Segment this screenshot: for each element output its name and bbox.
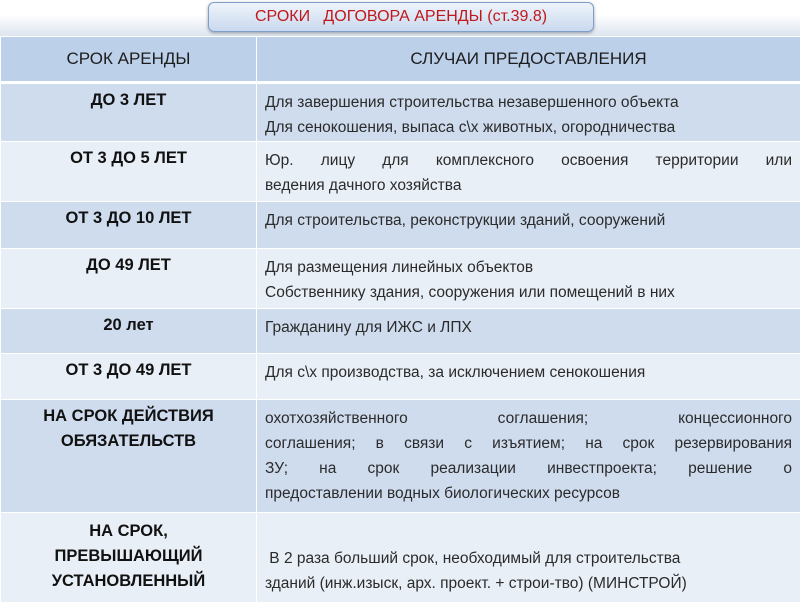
cases-cell: В 2 раза больший срок, необходимый для строительства зданий (инж.изыск, арх. проект. + строи-тво) (МИНСТРОЙ) (257, 513, 800, 603)
cases-cell: Гражданину для ИЖС и ЛПХ (257, 309, 800, 354)
term-cell: ОТ 3 ДО 5 ЛЕТ (1, 142, 257, 202)
page-title: СРОКИ ДОГОВОРА АРЕНДЫ (ст.39.8) (208, 2, 594, 32)
table-row (1, 513, 800, 603)
term-cell: ОТ 3 ДО 49 ЛЕТ (1, 354, 257, 400)
table-row (1, 400, 800, 513)
term-cell: ДО 3 ЛЕТ (1, 83, 257, 142)
table-row (1, 142, 800, 202)
table-header-row (1, 37, 800, 83)
header-term: СРОК АРЕНДЫ (1, 37, 257, 83)
table-row (1, 202, 800, 249)
term-cell: 20 лет (1, 309, 257, 354)
cases-cell: охотхозяйственного соглашения; концессионного соглашения; в связи с изъятием; на срок резервирования ЗУ; на срок реализации инвестпроекта; решение о предоставлении водных биологических ресурсов (257, 400, 800, 513)
header-cases: СЛУЧАИ ПРЕДОСТАВЛЕНИЯ (257, 37, 800, 83)
term-cell: НА СРОК, ПРЕВЫШАЮЩИЙ УСТАНОВЛЕННЫЙ (1, 513, 257, 603)
cases-cell: Для завершения строительства незавершенного объекта Для сенокошения, выпаса с\х животных, огородничества (257, 83, 800, 142)
term-cell: ОТ 3 ДО 10 ЛЕТ (1, 202, 257, 249)
term-cell: ДО 49 ЛЕТ (1, 249, 257, 309)
table-row (1, 354, 800, 400)
cases-cell: Для размещения линейных объектов Собственнику здания, сооружения или помещений в них (257, 249, 800, 309)
term-cell: НА СРОК ДЕЙСТВИЯ ОБЯЗАТЕЛЬСТВ (1, 400, 257, 513)
cases-cell: Для с\х производства, за исключением сенокошения (257, 354, 800, 400)
lease-terms-table (0, 36, 800, 603)
table-row (1, 249, 800, 309)
cases-cell: Для строительства, реконструкции зданий, сооружений (257, 202, 800, 249)
table-row (1, 309, 800, 354)
cases-cell: Юр. лицу для комплексного освоения территории или ведения дачного хозяйства (257, 142, 800, 202)
table-row (1, 83, 800, 142)
